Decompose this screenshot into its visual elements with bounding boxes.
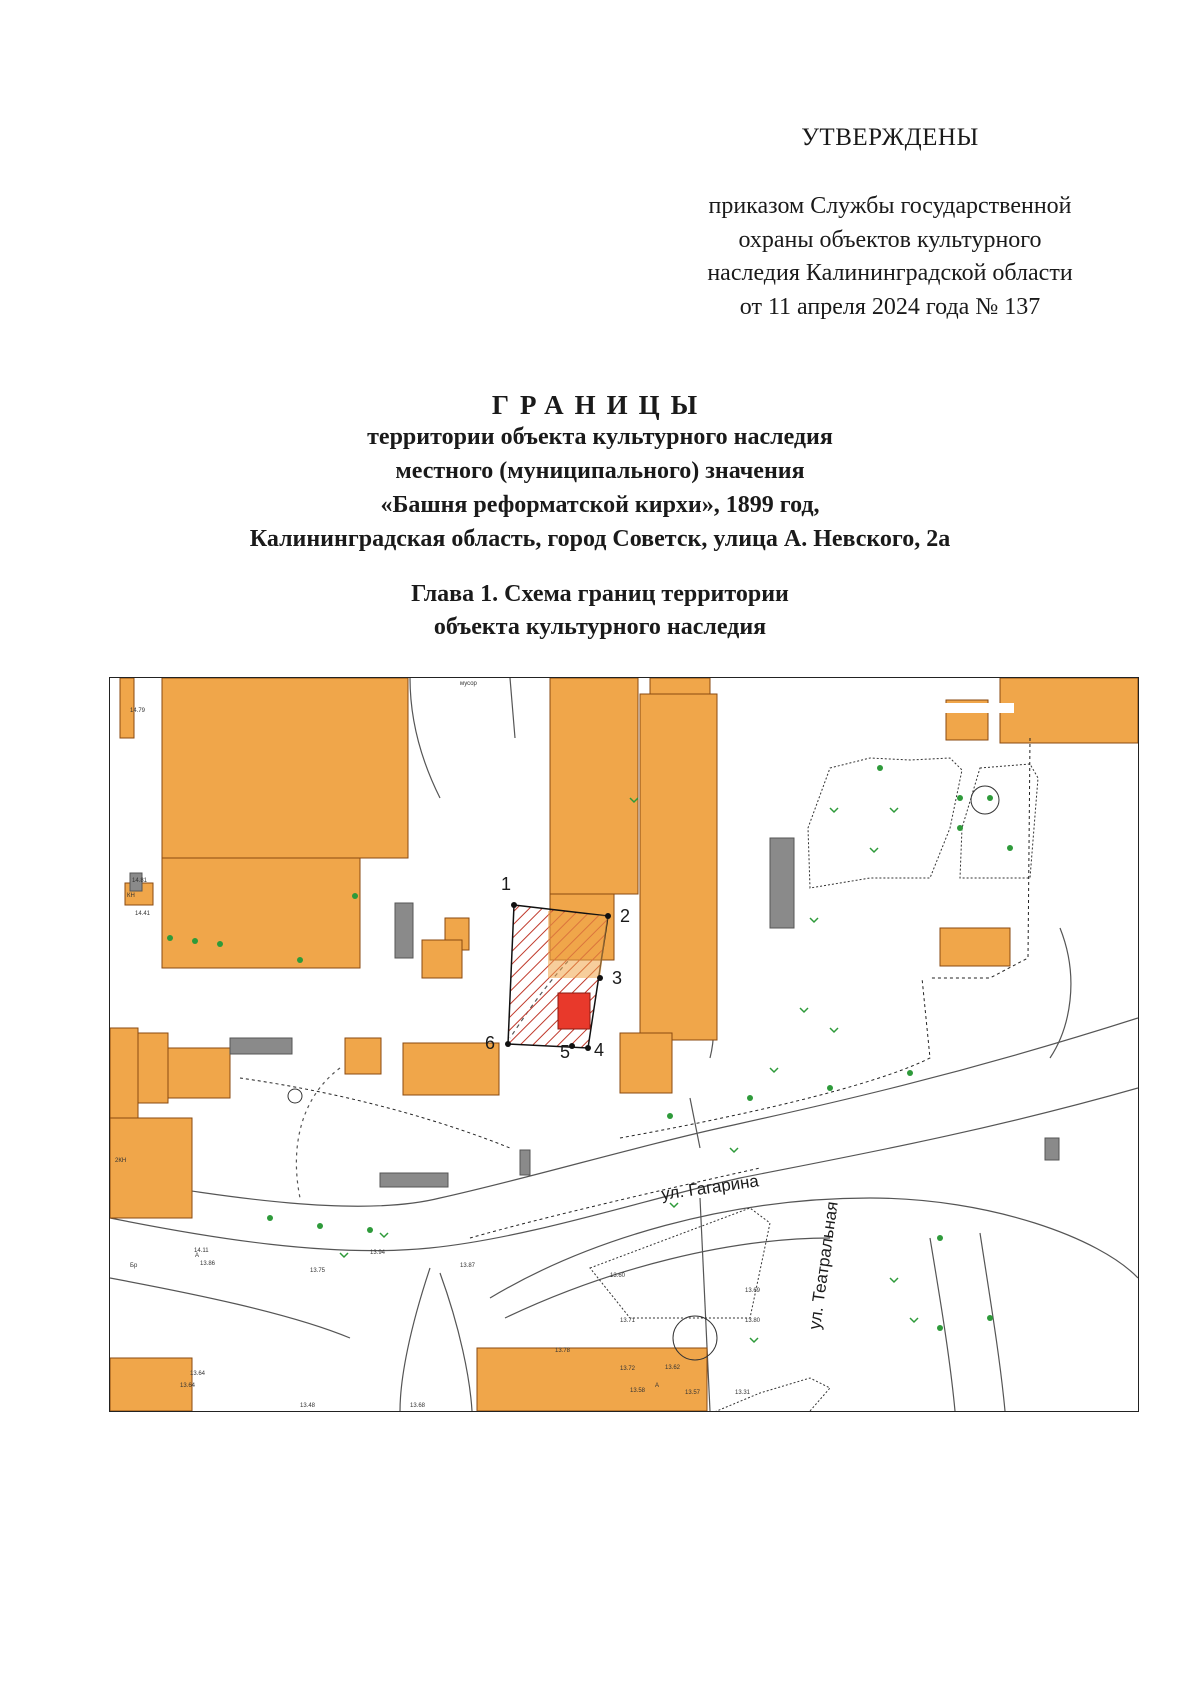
map-label: 13.71 (620, 1318, 636, 1324)
map-label: А (655, 1383, 660, 1389)
tree-circle (288, 1089, 302, 1103)
fountain-circle (971, 786, 999, 814)
point-label-4: 4 (594, 1040, 605, 1060)
approval-line: наследия Калининградской области (707, 260, 1073, 286)
chapter-line: Глава 1. Схема границ территории (411, 581, 789, 607)
map-label: 13.80 (745, 1318, 761, 1324)
subtitle-line: местного (муниципального) значения (395, 458, 805, 484)
document-title: ГРАНИЦЫ (491, 390, 709, 420)
map-label: 2КН (115, 1158, 127, 1164)
approval-line: охраны объектов культурного (738, 226, 1042, 253)
map-label: 13.72 (620, 1366, 636, 1372)
point-label-6: 6 (485, 1033, 496, 1053)
map-label: КН (127, 893, 135, 899)
map-label: 13.60 (610, 1273, 626, 1279)
boundary-map (109, 677, 1139, 1412)
map-label: 13.48 (300, 1403, 316, 1409)
map-label: мусор (460, 681, 477, 687)
map-label: 13.62 (665, 1365, 681, 1371)
street-label-teatralnaya: ул. Театральная (805, 1200, 842, 1331)
chapter-heading (180, 578, 1020, 644)
point-label-1: 1 (501, 874, 512, 894)
point-label-2: 2 (620, 906, 631, 926)
map-label: 13.94 (370, 1250, 386, 1256)
approval-line: приказом Службы государственной (708, 193, 1072, 219)
map-label: 14.11 (194, 1248, 209, 1254)
map-label: 13.69 (745, 1288, 761, 1294)
building-under-territory (548, 911, 608, 978)
subtitle-line: «Башня реформатской кирхи», 1899 год, (380, 492, 820, 518)
map-label: 14.41 (135, 911, 151, 917)
map-label: 14.81 (132, 878, 148, 884)
map-label: 13.87 (460, 1263, 476, 1269)
map-label: 13.58 (630, 1388, 646, 1394)
approval-title: УТВЕРЖДЕНЫ (801, 124, 979, 151)
map-label: 13.64 (190, 1371, 206, 1377)
document-subtitle (180, 420, 1020, 556)
map-label: 13.86 (200, 1261, 216, 1267)
map-label: 13.64 (180, 1383, 196, 1389)
map-label: 13.57 (685, 1390, 701, 1396)
street-label-gagarina: ул. Гагарина (660, 1171, 760, 1204)
map-label: 13.78 (555, 1348, 571, 1354)
monument-footprint (558, 993, 590, 1029)
map-label: Бр (130, 1263, 138, 1269)
map-drawing (110, 678, 1138, 1411)
map-mask (828, 703, 1014, 713)
approval-line: от 11 апреля 2024 года № 137 (739, 293, 1041, 320)
map-label: 13.68 (410, 1403, 426, 1409)
subtitle-line: территории объекта культурного наследия (367, 424, 833, 450)
map-label: 13.31 (735, 1390, 751, 1396)
point-label-5: 5 (560, 1042, 571, 1062)
map-label: 14.79 (130, 708, 146, 714)
chapter-line: объекта культурного наследия (433, 614, 767, 640)
approval-order-text (640, 190, 1140, 324)
subtitle-line: Калининградская область, город Советск, улица А. Невского, 2а (249, 526, 951, 552)
point-label-3: 3 (612, 968, 623, 988)
map-label: 13.75 (310, 1268, 326, 1274)
map-label: А (195, 1253, 200, 1259)
